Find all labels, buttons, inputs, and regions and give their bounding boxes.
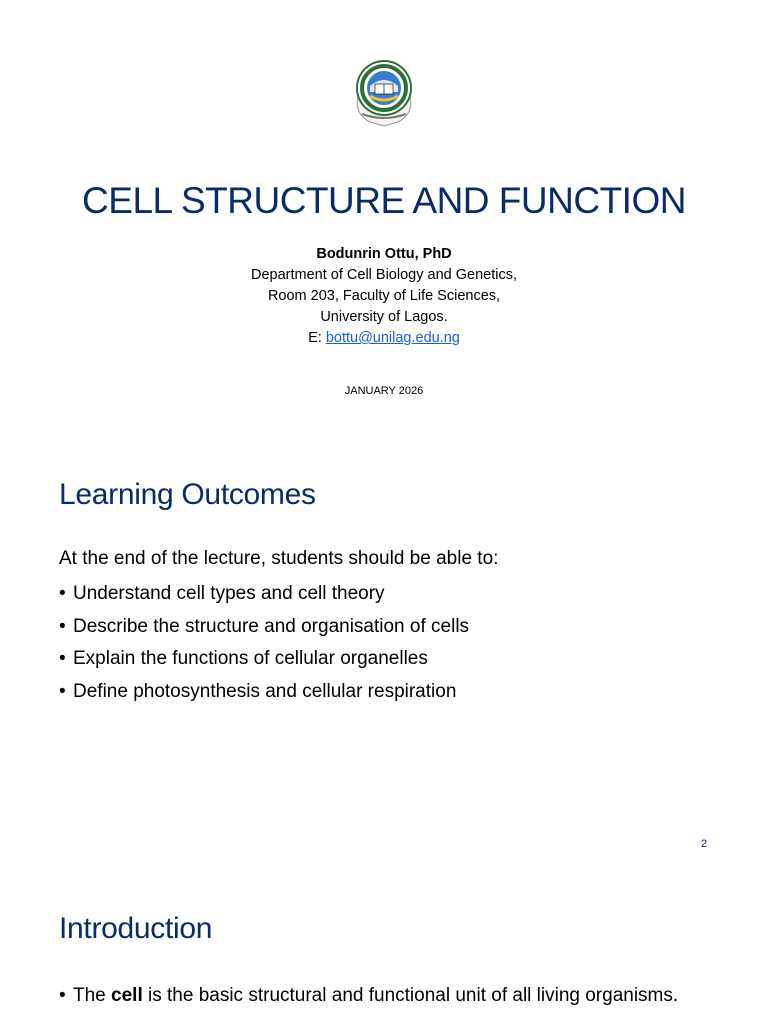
page-number: 2 [701,838,708,850]
room-line: Room 203, Faculty of Life Sciences, [267,288,501,304]
presentation-title: CELL STRUCTURE AND FUNCTION [82,180,686,221]
intro-list [59,980,678,1013]
list-item: • Describe the structure and organisation of cells [59,611,469,644]
department-line: Department of Cell Biology and Genetics, [251,267,517,283]
lead-text: At the end of the lecture, students should be able to: [59,548,499,569]
outcomes-list [59,578,469,708]
bullet-icon: • [59,680,66,702]
title-slide [0,0,768,430]
slide-heading: Learning Outcomes [59,478,316,511]
learning-outcomes-slide [0,430,768,870]
email-line [0,328,768,349]
email-link[interactable]: bottu@unilag.edu.ng [325,330,460,346]
bullet-icon: • [59,615,66,637]
presentation-date: JANUARY 2026 [344,385,424,397]
introduction-slide [0,870,768,1024]
list-item: • Define photosynthesis and cellular respiration [59,676,469,709]
author-name: Bodunrin Ottu, PhD [316,246,452,262]
university-seal-icon [350,56,418,128]
list-item: • Explain the functions of cellular organelles [59,643,469,676]
slide-heading: Introduction [59,912,213,945]
university-line: University of Lagos. [320,309,448,325]
bullet-icon: • [59,985,66,1006]
bullet-icon: • [59,648,66,669]
author-block [0,244,768,349]
bullet-icon: • [59,583,66,604]
email-prefix: E: [308,330,326,346]
list-item: • The cell is the basic structural and functional unit of all living organisms. [59,980,678,1013]
list-item: • Understand cell types and cell theory [59,578,469,611]
